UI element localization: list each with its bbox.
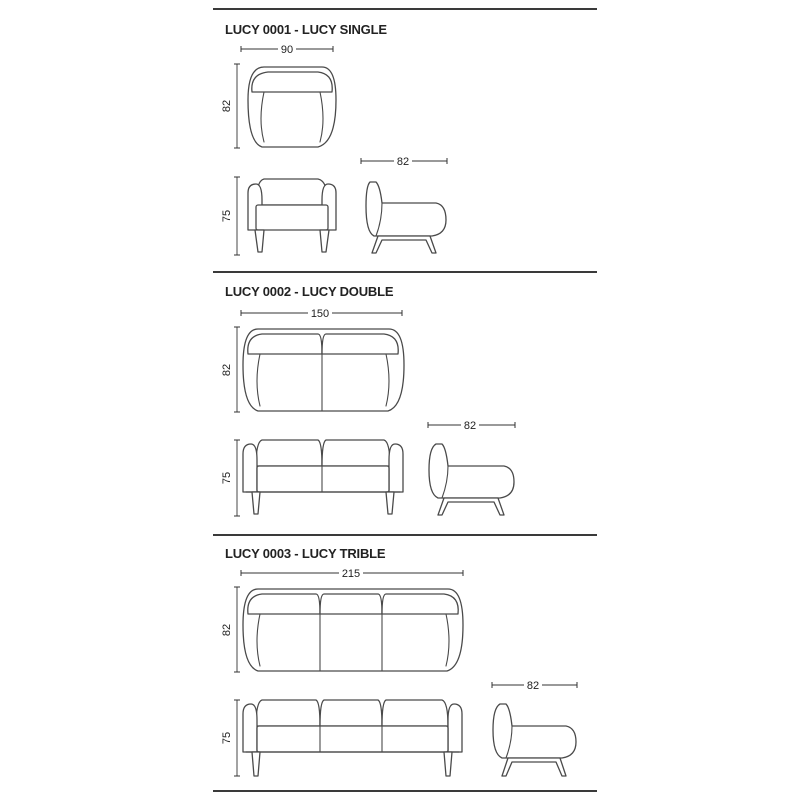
front-view-drawing <box>248 179 336 252</box>
width-label: 215 <box>341 568 361 580</box>
side-depth-label: 82 <box>463 420 477 432</box>
side-depth-dimension <box>361 155 447 168</box>
height-dimension <box>221 177 240 255</box>
side-depth-label: 82 <box>396 156 410 168</box>
side-depth-label: 82 <box>526 680 540 692</box>
side-depth-dimension <box>492 679 577 692</box>
depth-dimension <box>221 327 240 412</box>
side-depth-dimension <box>428 419 515 432</box>
depth-label: 82 <box>221 99 233 113</box>
height-label: 75 <box>221 471 233 485</box>
height-label: 75 <box>221 731 233 745</box>
top-view-drawing <box>243 589 463 671</box>
width-label: 90 <box>280 44 294 56</box>
section-double <box>221 284 515 516</box>
section-title: LUCY 0002 - LUCY DOUBLE <box>225 284 394 299</box>
height-label: 75 <box>221 209 233 223</box>
top-view-drawing <box>248 67 336 147</box>
depth-dimension <box>221 64 240 148</box>
front-view-drawing <box>243 700 462 776</box>
depth-label: 82 <box>221 363 233 377</box>
side-view-drawing <box>366 182 446 253</box>
height-dimension <box>221 700 240 776</box>
height-dimension <box>221 440 240 516</box>
side-view-drawing <box>493 704 576 776</box>
depth-dimension <box>221 587 240 672</box>
side-view-drawing <box>429 444 514 515</box>
width-dimension <box>241 566 463 580</box>
width-dimension <box>241 306 402 320</box>
top-view-drawing <box>243 329 404 411</box>
front-view-drawing <box>243 440 403 514</box>
section-triple <box>221 546 577 776</box>
section-title: LUCY 0003 - LUCY TRIBLE <box>225 546 386 561</box>
section-title: LUCY 0001 - LUCY SINGLE <box>225 22 387 37</box>
section-single <box>221 22 447 255</box>
width-dimension <box>241 42 333 56</box>
depth-label: 82 <box>221 623 233 637</box>
width-label: 150 <box>310 308 330 320</box>
